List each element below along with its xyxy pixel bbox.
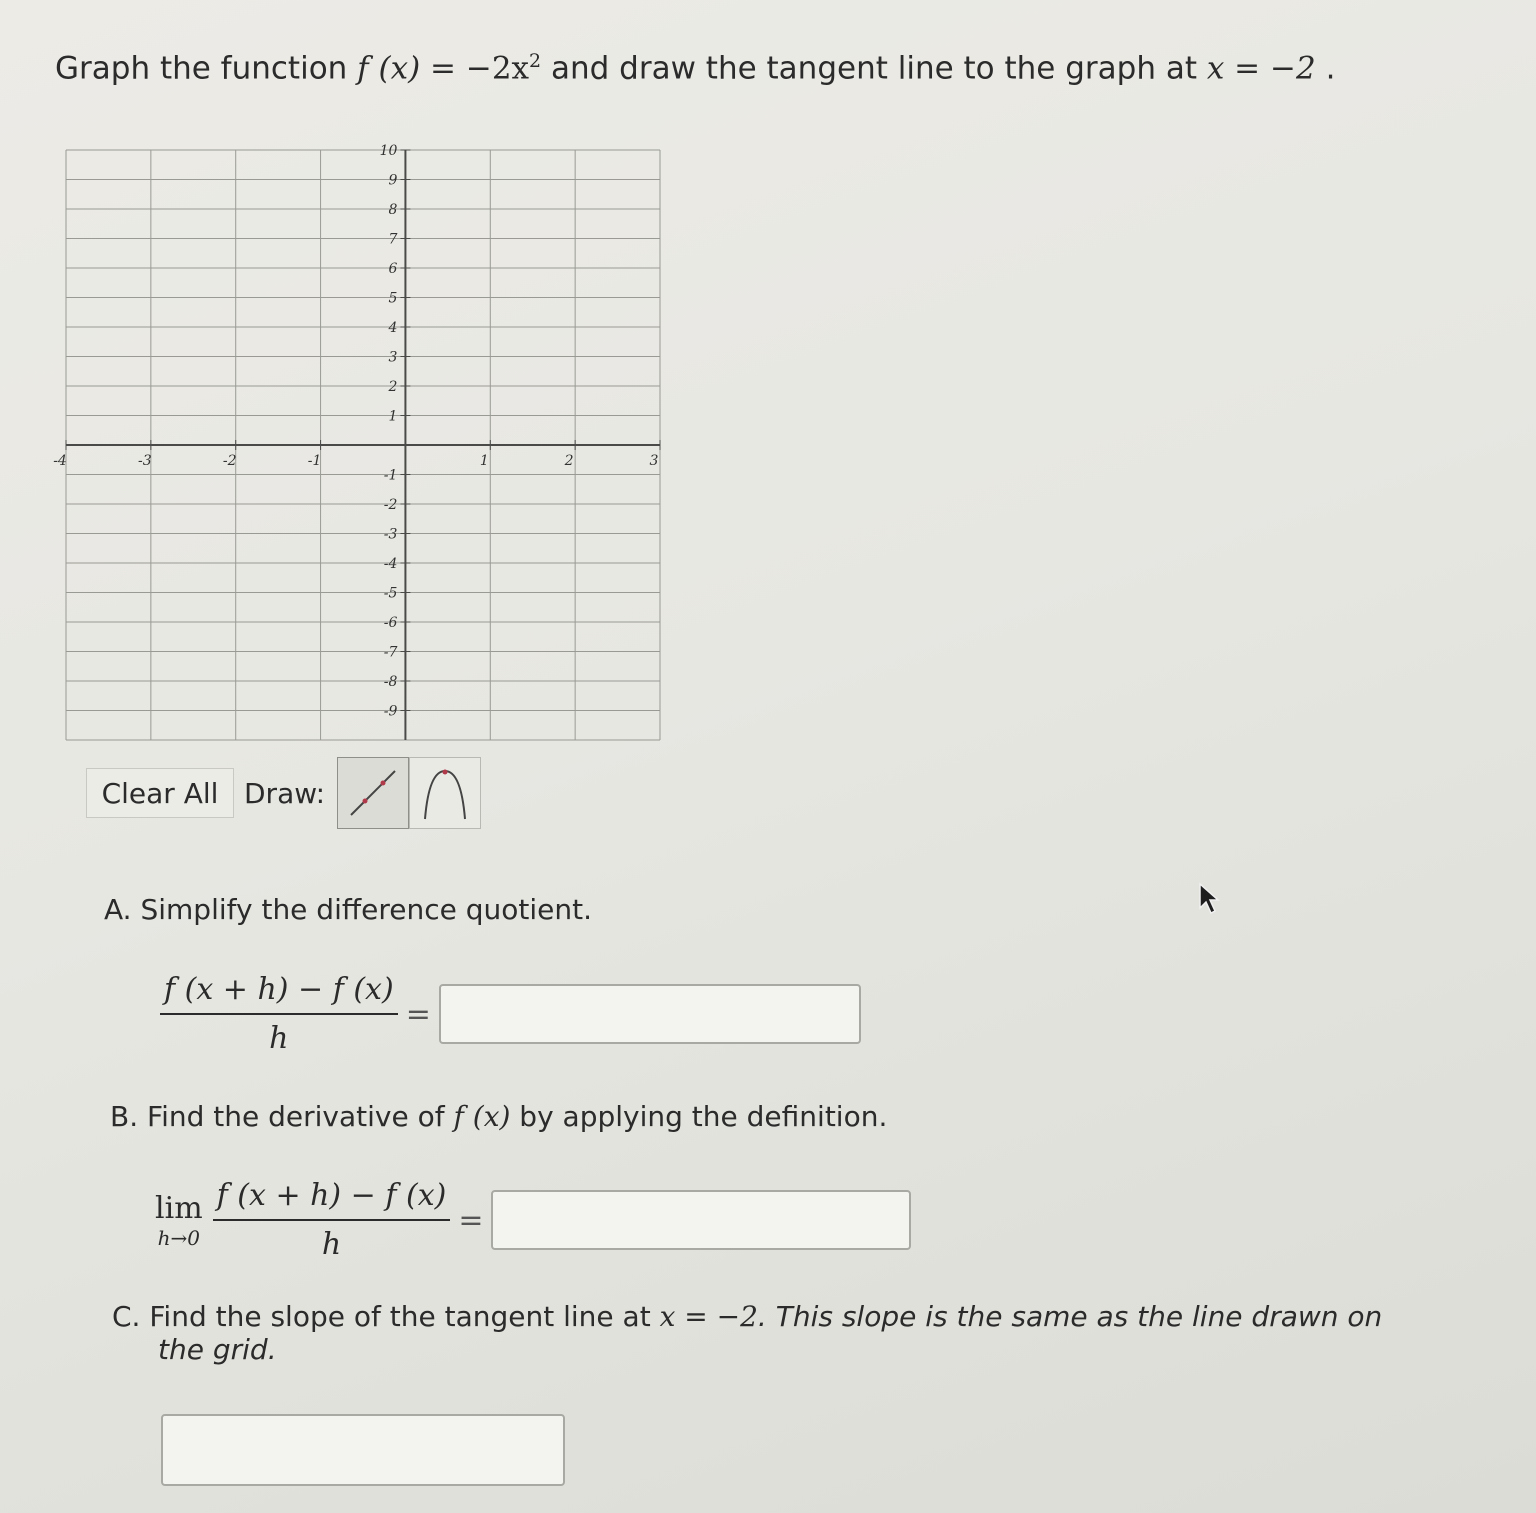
part-b-prefix: B. Find the derivative of (110, 1100, 454, 1133)
part-b-expression (155, 1178, 911, 1262)
line-tool-icon (343, 763, 403, 823)
y-tick-label: -2 (383, 497, 398, 513)
part-c-suffix: . This slope is the same as the line drawn on (757, 1300, 1383, 1333)
question-suffix: . (1315, 50, 1336, 87)
question-middle: and draw the tangent line to the graph at (541, 50, 1207, 87)
x-tick-label: 2 (564, 453, 574, 469)
part-b-label (110, 1100, 887, 1133)
part-c-prefix: C. Find the slope of the tangent line at (112, 1300, 660, 1333)
y-tick-label: 3 (388, 349, 398, 366)
part-a-label: A. Simplify the difference quotient. (104, 893, 593, 926)
y-tick-label: 5 (388, 290, 398, 307)
x-tick-label: -3 (138, 453, 152, 469)
difference-quotient (160, 972, 398, 1056)
dq-numerator: f (x + h) − f (x) (160, 972, 398, 1015)
y-tick-label: -7 (383, 644, 398, 661)
question-prefix: Graph the function (55, 50, 358, 87)
part-b-suffix: by applying the definition. (510, 1100, 888, 1133)
y-tick-label: 4 (388, 320, 398, 336)
equals-sign: = (458, 1202, 484, 1238)
y-tick-label: -3 (383, 526, 398, 543)
y-tick-label: 7 (388, 231, 398, 248)
y-tick-label: -8 (383, 674, 398, 690)
part-a-answer-input[interactable] (439, 984, 861, 1044)
line-tool-button[interactable] (337, 757, 409, 829)
x-tick-label: -2 (222, 453, 237, 469)
part-b-func: f (x) (453, 1100, 511, 1133)
x-tick-label: 1 (479, 453, 489, 469)
y-tick-label: 10 (379, 143, 398, 159)
draw-label: Draw: (244, 776, 326, 810)
exponent: 2 (529, 50, 542, 72)
lim-subscript: h→0 (157, 1225, 200, 1250)
clear-all-button[interactable]: Clear All (86, 768, 234, 818)
equals-sign: = (405, 996, 431, 1032)
question-text (55, 50, 1335, 86)
draw-toolbar (86, 755, 481, 831)
function-rhs: = −2x (420, 50, 530, 87)
lq-numerator: f (x + h) − f (x) (213, 1178, 451, 1221)
x-tick-label: -4 (53, 453, 67, 469)
part-b-answer-input[interactable] (491, 1190, 911, 1250)
lq-denominator: h (321, 1227, 342, 1262)
y-tick-label: 6 (388, 261, 398, 277)
limit-quotient (213, 1178, 451, 1262)
part-c-at-x: x = −2 (659, 1300, 758, 1333)
y-tick-label: 9 (388, 172, 398, 189)
y-tick-label: -6 (383, 615, 398, 631)
y-tick-label: -1 (383, 467, 398, 484)
graph-canvas[interactable] (53, 140, 668, 750)
y-tick-label: -4 (383, 556, 398, 572)
y-tick-label: -9 (383, 703, 398, 720)
y-tick-label: 1 (388, 408, 398, 425)
lim-word: lim (155, 1190, 203, 1226)
y-tick-label: 8 (388, 202, 398, 218)
part-c-line2: the grid. (158, 1333, 277, 1366)
dq-denominator: h (269, 1021, 289, 1056)
y-tick-label: 2 (388, 379, 398, 395)
parabola-tool-icon (415, 763, 475, 823)
mouse-cursor-icon (1198, 882, 1222, 916)
parabola-tool-button[interactable] (409, 757, 481, 829)
function-lhs: f (x) (357, 50, 421, 87)
question-at-x: x = −2 (1206, 50, 1316, 87)
part-a-expression (160, 972, 861, 1056)
x-tick-label: -1 (307, 453, 322, 469)
limit-operator (155, 1191, 203, 1250)
y-tick-label: -5 (383, 585, 398, 602)
part-c-answer-input[interactable] (161, 1414, 565, 1486)
x-tick-label: 3 (649, 453, 659, 469)
part-c-label (112, 1300, 1382, 1366)
